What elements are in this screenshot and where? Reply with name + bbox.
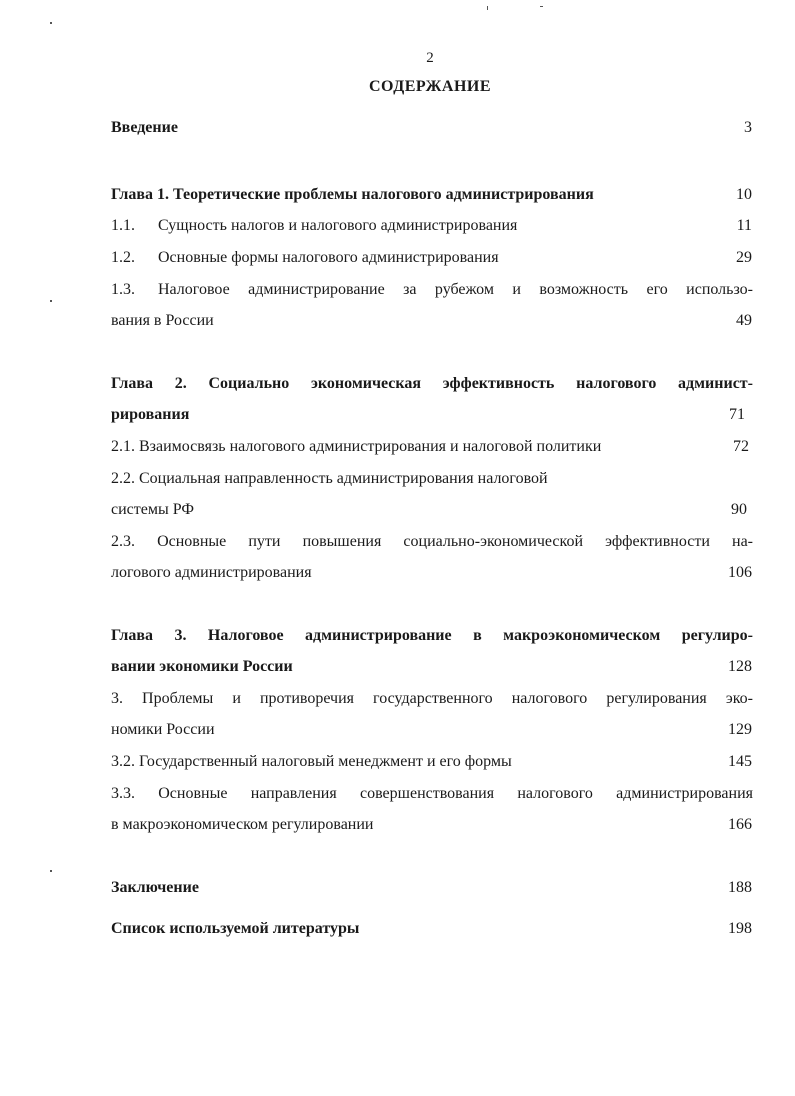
toc-section-label: 2.3. Основные пути повышения социально-экономической эффективности на- [111,533,753,550]
toc-section-page: 129 [728,721,752,738]
toc-section-label-cont: системы РФ [111,501,194,518]
toc-conclusion-label: Заключение [111,879,199,896]
toc-chapter2-title: Глава 2. Социально экономическая эффективность налогового админист- [111,375,753,392]
toc-chapter3-title: Глава 3. Налоговое администрирование в макроэкономическом регулиро- [111,627,753,644]
toc-section-label: 3.2. Государственный налоговый менеджмент и его формы [111,753,512,770]
toc-section-page: 145 [728,753,752,770]
scan-speck [50,22,52,24]
toc-chapter2-title-cont: рирования [111,406,190,423]
toc-section-label: 3. Проблемы и противоречия государственного налогового регулирования эко- [111,690,753,707]
toc-section-label: 3.3. Основные направления совершенствования налогового администрирования [111,785,753,802]
toc-chapter1-title: Глава 1. Теоретические проблемы налогового администрирования [111,186,594,203]
toc-chapter1-page: 10 [736,186,752,203]
page-number: 2 [426,50,434,66]
toc-chapter3-title-cont: вании экономики России [111,658,293,675]
toc-section-number: 1.2. [111,249,135,266]
page-title: СОДЕРЖАНИЕ [368,78,492,95]
toc-section-label: 2.1. Взаимосвязь налогового администрирования и налоговой политики [111,438,602,455]
scan-speck [540,6,543,7]
toc-section-page: 106 [728,564,752,581]
toc-section-label: 2.2. Социальная направленность администрирования налоговой [111,470,548,487]
toc-section-label: Основные формы налогового администрирования [158,249,499,266]
toc-section-page: 72 [733,438,749,455]
toc-section-page: 166 [728,816,752,833]
toc-intro-label: Введение [111,119,178,136]
toc-section-label: Налоговое администрирование за рубежом и возможность его использо- [158,281,753,298]
toc-section-page: 29 [736,249,752,266]
toc-section-label-cont: номики России [111,721,215,738]
toc-section-label-cont: логового администрирования [111,564,312,581]
toc-section-page: 49 [736,312,752,329]
scan-speck [50,300,52,302]
toc-chapter2-page: 71 [729,406,745,423]
toc-section-number: 1.3. [111,281,135,298]
toc-bibliography-page: 198 [728,920,752,937]
toc-chapter3-page: 128 [728,658,752,675]
toc-section-label: Сущность налогов и налогового администрирования [158,217,518,234]
toc-section-label-cont: в макроэкономическом регулировании [111,816,374,833]
toc-intro-page: 3 [744,119,752,136]
toc-section-label-cont: вания в России [111,312,214,329]
toc-section-number: 1.1. [111,217,135,234]
toc-bibliography-label: Список используемой литературы [111,920,360,937]
scan-speck [487,6,488,10]
scan-speck [50,870,52,872]
toc-section-page: 11 [736,217,752,234]
toc-section-page: 90 [731,501,747,518]
toc-conclusion-page: 188 [728,879,752,896]
